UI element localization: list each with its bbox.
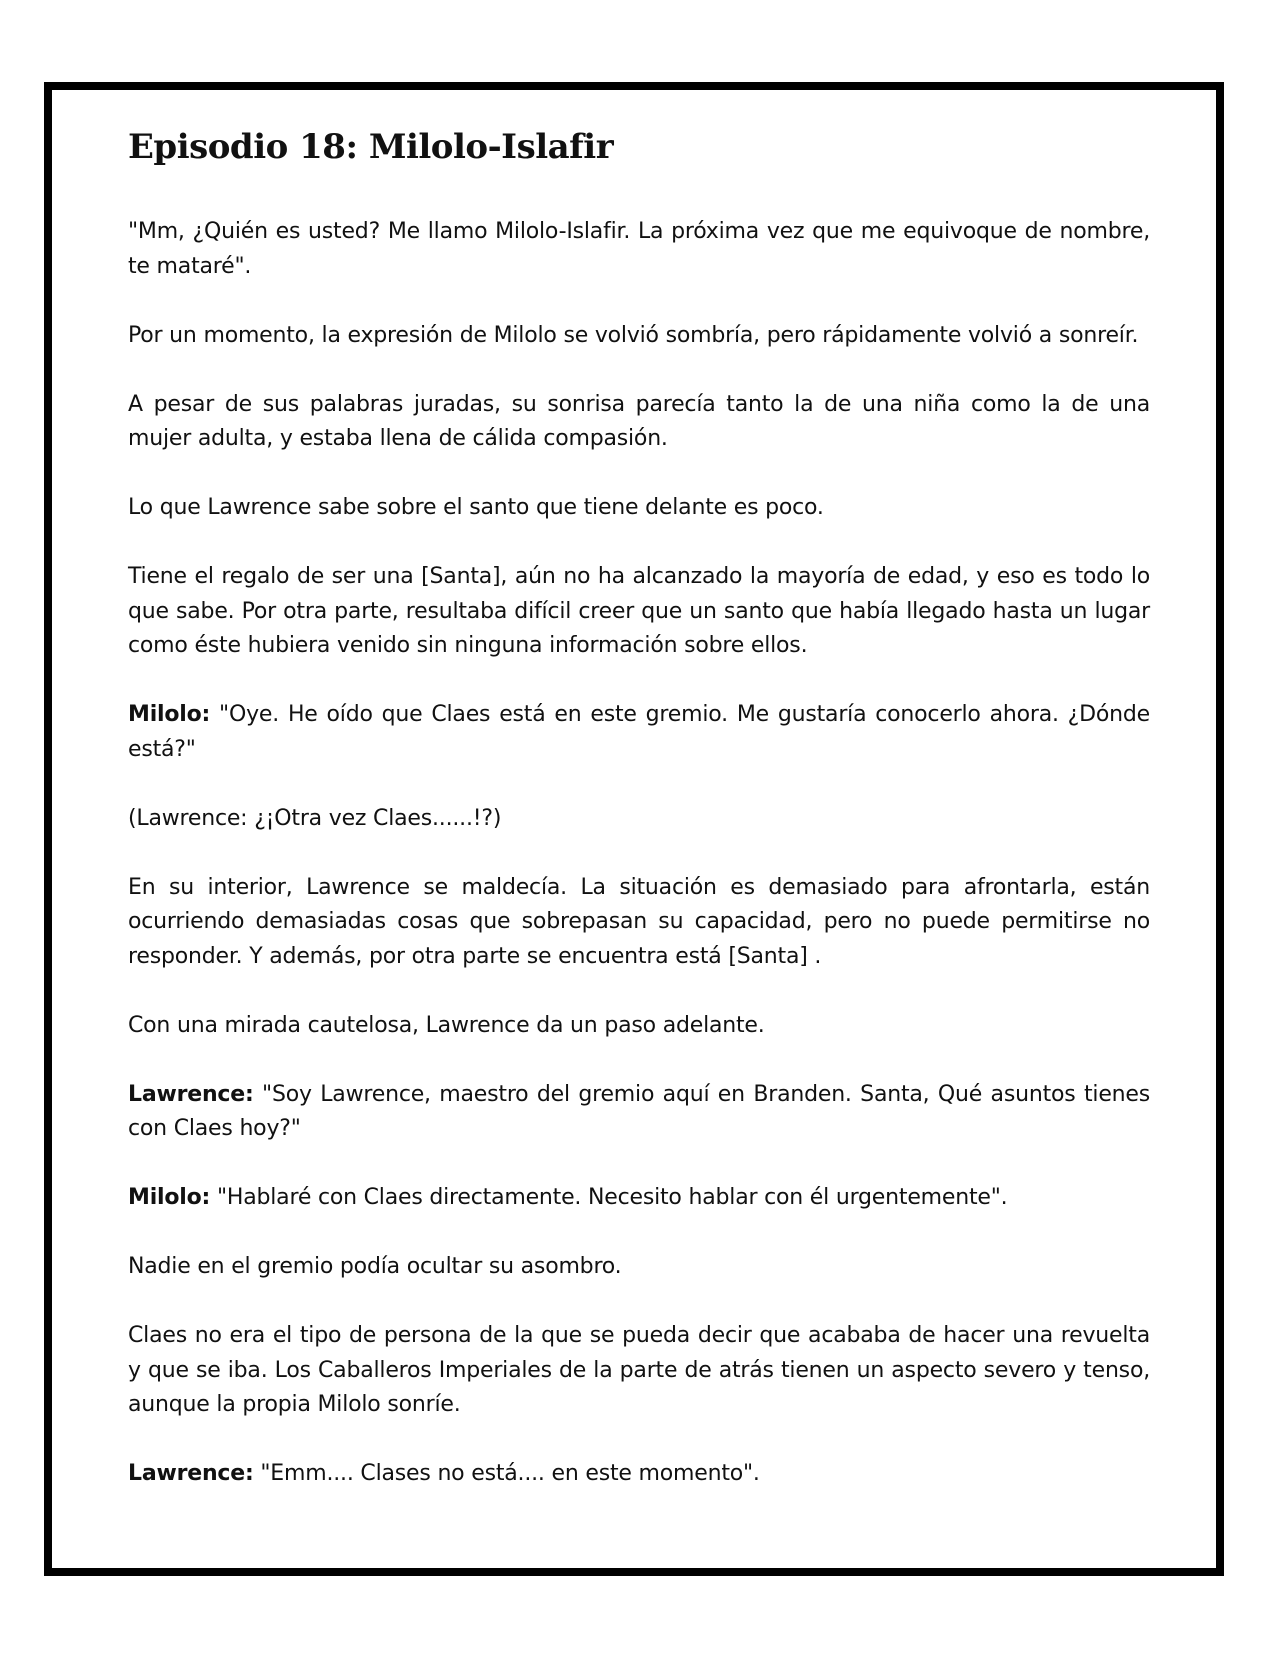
paragraph-text: En su interior, Lawrence se maldecía. La situación es demasiado para afrontarla, están ocurriendo demasiadas cosas que sobrepasan su capacidad, pero no puede permitirse no responder. Y además, por otra parte se encuentra está [Santa] .	[128, 874, 1150, 969]
speaker-name: Lawrence:	[128, 1081, 254, 1107]
paragraph-12	[128, 1250, 1150, 1285]
paragraph-8	[128, 871, 1150, 975]
dialogue-text: "Oye. He oído que Claes está en este gremio. Me gustaría conocerlo ahora. ¿Dónde está?"	[128, 702, 1150, 762]
speaker-name: Milolo:	[128, 1185, 211, 1210]
dialogue-milolo-1	[128, 698, 1150, 767]
paragraph-text: Lo que Lawrence sabe sobre el santo que tiene delante es poco.	[128, 495, 824, 520]
paragraph-text: Por un momento, la expresión de Milolo se volvió sombría, pero rápidamente volvió a sonreír.	[128, 322, 1139, 348]
paragraph-2	[128, 319, 1150, 354]
dialogue-text: "Emm.... Clases no está.... en este momento".	[253, 1461, 760, 1486]
dialogue-lawrence-2	[128, 1457, 1150, 1492]
document-body	[128, 124, 1150, 1526]
paragraph-7	[128, 802, 1150, 837]
paragraph-1	[128, 215, 1150, 284]
paragraph-9	[128, 1009, 1150, 1044]
paragraph-4	[128, 491, 1150, 526]
paragraph-text: (Lawrence: ¿¡Otra vez Claes......!?)	[128, 805, 502, 831]
paragraph-text: Claes no era el tipo de persona de la que se pueda decir que acababa de hacer una revuelta y que se iba. Los Caballeros Imperiales de la parte de atrás tienen un aspecto severo y tenso, aunque la propia Milolo sonríe.	[128, 1323, 1150, 1417]
dialogue-text: "Hablaré con Claes directamente. Necesito hablar con él urgentemente".	[210, 1185, 1008, 1210]
episode-title: Episodio 18: Milolo-Islafir	[128, 127, 614, 167]
dialogue-milolo-2	[128, 1181, 1150, 1216]
paragraph-5	[128, 560, 1150, 664]
dialogue-lawrence-1	[128, 1078, 1150, 1147]
speaker-name: Lawrence:	[128, 1461, 254, 1486]
paragraph-text: A pesar de sus palabras juradas, su sonrisa parecía tanto la de una niña como la de una mujer adulta, y estaba llena de cálida compasión.	[128, 391, 1150, 451]
dialogue-text: "Soy Lawrence, maestro del gremio aquí en Branden. Santa, Qué asuntos tienes con Claes hoy?"	[128, 1081, 1150, 1141]
paragraph-3	[128, 388, 1150, 457]
paragraph-text: Nadie en el gremio podía ocultar su asombro.	[128, 1254, 622, 1279]
paragraph-text: "Mm, ¿Quién es usted? Me llamo Milolo-Islafir. La próxima vez que me equivoque de nombre, te mataré".	[128, 219, 1150, 279]
paragraph-13	[128, 1319, 1150, 1423]
speaker-name: Milolo:	[128, 702, 211, 727]
paragraph-text: Con una mirada cautelosa, Lawrence da un paso adelante.	[128, 1012, 765, 1038]
paragraph-text: Tiene el regalo de ser una [Santa], aún no ha alcanzado la mayoría de edad, y eso es todo lo que sabe. Por otra parte, resultaba difícil creer que un santo que había llegado hasta un lugar como éste hubiera venido sin ninguna información sobre ellos.	[128, 564, 1150, 658]
